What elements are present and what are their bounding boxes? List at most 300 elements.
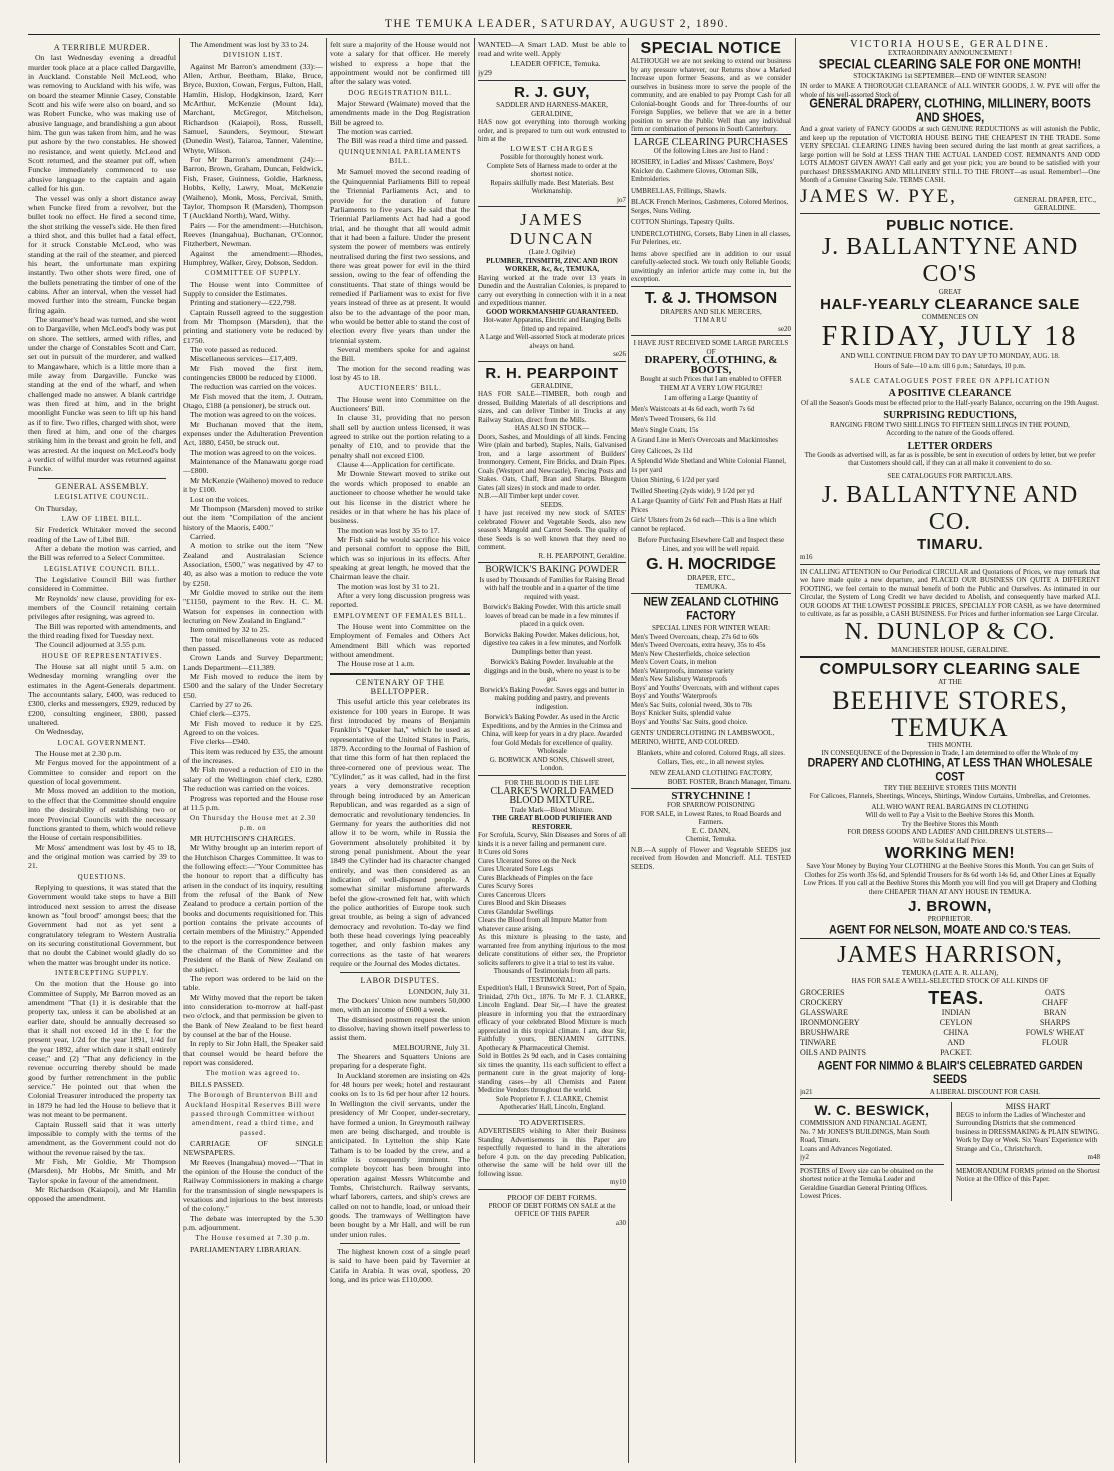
column-divider [628, 38, 629, 1463]
ad-text: Having worked at the trade over 13 years in Dunedin and the Australian Colonies, is prepared to carry out everything in connection with it in a neat and expeditious manner. [478, 273, 626, 308]
article-paragraph: Mr Goldie moved to strike out the item "£1150, payment to the Rev. H. C. M. Watson for expenses in connection with lecturing on New Zealand in England." [183, 587, 323, 625]
ad-text: TEMUKA (LATE A. R. ALLAN), [901, 968, 999, 977]
ad-wanted [478, 40, 626, 80]
article-paragraph: MR HUTCHISON'S CHARGES. [190, 833, 296, 843]
ad-text: IN order to MAKE A THOROUGH CLEARANCE of ALL WINTER GOODS, J. W. PYE will offer the whole of his well-assorted Stock of [800, 82, 1100, 99]
article-paragraph: The House rose at 1 a.m. [337, 659, 415, 669]
list-item: Cures Ulcerated Sore Legs [478, 865, 554, 874]
ad-text: I have just received my new stock of SATES' celebrated Flower and Vegetable Seeds, also new season's Mangold and Carrot Seeds. The quality of these Seeds is so well known that they need no comment. [478, 509, 626, 552]
ad-text: I am offering a Large Quantity of [664, 394, 758, 403]
ad-text: FOR DRESS GOODS AND LADIES' AND CHILDREN'S ULSTERS— [847, 828, 1053, 837]
article-paragraph: This useful article this year celebrates its existence for 100 years in Europe. It was first introduced by means of Benjamin Franklin's "Quaker hat," which he used as representative of the United States in Paris, 1879. According to the Journal of Fashion of that time this form of hat then replaced the three-cornered one of previous wear. The "Cylinder," as it was called, had in the first years a very demonstrative reception through being introduced by an American Republican, and was regarded as a sign of democratic and revolutionary tendencies. In Germany for years the authorities did not allow it to be worn, while in Russia the Government absolutely prohibited it by strong penal punishment. About the year 1849 the Cylinder had its character changed entirely, and was then considered as an indication of well-disposed people. A somewhat similar misfortune afterwards befel the glow-crowned felt hat, with which the police authorities of Europe took such great trouble, as being a sign of advanced democracy and revolution. To-day we find both these head coverings lying peaceably together, and only fashion makes any corrections as the taste of hat wearers require or the Journal des Modes dictates. [330, 697, 470, 968]
list-item: Boys' Knicker Suits, splendid value [631, 709, 731, 718]
ad-text: LETTER ORDERS [907, 440, 993, 452]
list-item: Men's New Salisbury Waterproofs [631, 675, 728, 684]
ad-clearing-purchases [631, 134, 791, 286]
ad-proof-of-debt [478, 1189, 626, 1230]
list-item: OILS AND PAINTS [800, 1047, 866, 1057]
article-paragraph: The House sat all night until 5 a.m. on Wednesday morning wrangling over the estimates in the Agent-Generals department. The accountants salary, £400, was reduced to £300, clerks and messengers, £929, reduced by £200, consulting engineer, £800, passed unaltered. [28, 662, 176, 728]
ad-special-notice [631, 40, 791, 134]
ad-text: AGENT FOR NIMMO & BLAIR'S CELEBRATED GARDEN SEEDS [817, 1060, 1083, 1087]
ad-text: IN CONSEQUENCE of the Depression in Trade, I am determined to offer the Whole of my [821, 749, 1079, 758]
ad-text: TIMARU. [917, 536, 983, 554]
ad-mocridge [631, 335, 791, 593]
column-divider [326, 38, 327, 1463]
article-paragraph: The steamer's head was turned, and she went on to Dargaville, when McLeod's body was put on shore. The settlers, armed with rifles, and under the charge of Constables Scott and Carr, set out in pursuit of the murderer, and walked to Mangawhare, which is a little more than a mile away from Dargaville. Funcke was standing at the end of the wharf, and when challenged made no answer. A blank cartridge was then fired at him, and in the bright moonlight Funcke was seen to lift up his hand as if to fire. Two rifles, charged with shot, were then fired at him, and one of the charges striking him in the breast and groin he fell, and was arrested. At the inquest on McLeod's body a verdict of wilful murder was returned against Funcke. [28, 314, 176, 474]
article-paragraph: Chief clerk—£375. [190, 709, 251, 719]
article-paragraph: The House met at 2.30 p.m. [35, 749, 122, 759]
article-paragraph: Mr Withy brought up an interim report of the Hutchison Charges Committee. It was to the following effect:—"Your Committee has the honour to report that a difficulty has arisen in the conduct of its inquiry, resulting from the refusal of the Bank of New Zealand to produce a certain portion of the books and documents requisitioned for. This portion contains the private accounts of certain members of the Ministry." Appended to the report is the correspondence between the chairman of the Committee and the President of the Bank of New Zealand on the subject. [183, 843, 323, 974]
ad-text: PROOF OF DEBT FORMS ON SALE at the OFFICE OF THIS PAPER [488, 1201, 616, 1219]
ad-text: N.B.—All Timber kept under cover. [478, 492, 580, 501]
list-item: FLOUR [1041, 1037, 1069, 1047]
ad-text: Of the following Lines are Just to Hand : [653, 146, 769, 155]
list-item: Clears the Blood from all Impure Matter from whatever cause arising. [478, 916, 607, 933]
ad-nz-clothing-factory [631, 593, 791, 788]
ad-text: Hours of Sale—10 a.m. till 6 p.m.; Saturdays, 10 p.m. [874, 362, 1026, 371]
ad-text: And a great variety of FANCY GOODS at such GENUINE REDUCTIONS as will astonish the Public, and keep up the reputation of VICTORIA HOUSE BEING THE CHEAPEST IN THE TRADE. Some VERY SPECIAL CLEARING LINES having been secured during the last month at great sacrifices, a large portion will be Sold at LESS THAN THE ACTUAL LANDED COST. REMNANTS AND ODD LOTS ALMOST GIVEN AWAY! Call early and get your pick; you are bound to be satisfied with your purchases! DRESSMAKING AND MILLINERY STILL TO THE FRONT—as usual. Remember!—One Month of a Genuine Clearing Sale. TERMS CASH. [800, 125, 1100, 185]
article-paragraph: In reply to Sir John Hall, the Speaker said that counsel would be heard before the report was considered. [183, 1039, 323, 1068]
list-item: A Grand Line in Men's Overcoats and Mackintoshes [631, 436, 778, 445]
mocridge-list [631, 405, 791, 534]
article-paragraph: Mr Fish moved that the item, J. Outram, Otago, £188 (a pensioner), be struck out. [183, 391, 323, 411]
ad-borwick [478, 562, 626, 774]
list-item: Men's Waistcoats at 4s 6d each, worth 7s 6d [631, 404, 755, 413]
ad-name: J. BALLANTYNE AND CO. [821, 482, 1079, 536]
article-paragraph: Captain Russell said that it was utterly impossible to comply with the terms of the amendment, as the Government could not do without the revenue raised by the tax. [28, 1119, 176, 1157]
list-item: COTTON Shirtings, Tapestry Quilts. [631, 218, 735, 227]
subhead-house: HOUSE OF REPRESENTATIVES. [41, 651, 163, 660]
list-item: Girls' Ulsters from 2s 6d each—This is a line which cannot be replaced. [631, 516, 777, 533]
list-item: GROCERIES [800, 987, 845, 997]
ad-name: LARGE CLEARING PURCHASES [633, 136, 788, 148]
list-item: Men's Covert Coats, in melton [631, 658, 717, 667]
ad-text: ALTHOUGH we are not seeking to extend our business by any pressure whatever, our Returns show a Marked Increase upon former Seasons, and as we consider ourselves in business more to serve the people of the community, and are enabled to pay Prompt Cash for all Colonial-bought Goods and for Three-fourths of our Foreign Supplies, we believe that we are in a better position to serve the Public Well than any individual firm or combination of persons in South Canterbury. [631, 57, 791, 133]
ad-name: J. BROWN, [908, 898, 992, 916]
dateline: LONDON, July 31. [408, 986, 470, 996]
subhead-council: LEGISLATIVE COUNCIL. [54, 493, 150, 502]
column-divider [179, 38, 180, 1463]
ad-text: Try the Beehive Stores this Month [901, 819, 999, 828]
ad-dunlop [800, 564, 1100, 657]
column-divider [795, 38, 796, 1463]
ad-text: AGENT FOR NELSON, MOATE AND CO.'S TEAS. [829, 922, 1071, 937]
article-paragraph: Mr McKenzie (Waiheno) moved to reduce it by £100. [183, 475, 323, 495]
list-item: Cures Ulcerated Sores on the Neck [478, 856, 577, 865]
list-item: Men's New Chesterfields, choice selection [631, 649, 750, 658]
ad-text: TRY THE BEEHIVE STORES THIS MONTH [883, 783, 1017, 792]
ad-beswick [800, 1102, 944, 1201]
ad-text: A LIBERAL DISCOUNT FOR CASH. [929, 1087, 1040, 1096]
article-paragraph: Mr Richardson (Kaiapoi), and Mr Hamlin opposed the amendment. [28, 1184, 176, 1204]
list-item: GLASSWARE [800, 1007, 849, 1017]
list-item: Boys' and Youths' Overcoats, with and without capes [631, 683, 780, 692]
ad-text: Bought at such Prices that I am enabled to OFFER THEM AT A VERY LOW FIGURE! [640, 375, 782, 392]
subhead: INTERCEPTING SUPPLY. [54, 969, 150, 977]
ad-text: LEADER OFFICE, Temuka. [510, 58, 601, 68]
ad-text: COMMENCES ON [921, 313, 979, 322]
subhead: The Borough of Bruntervon Bill and Auckland Hospital Reserves Bill were passed through Committee without amendment, read a third time, and passed. [184, 1091, 322, 1137]
subhead: The motion was agreed to. [205, 1069, 301, 1078]
ad-text: Borwick's Baking Powder. As used in the Arctic Expeditions, and by the Armies in the Crimea and China, will keep for years in a dry place. Awarded four Gold Medals for excellence of quality. [481, 713, 623, 747]
list-item: Cures Scurvy Sores [478, 882, 534, 891]
ad-code: jn21 [800, 1087, 813, 1096]
subhead: DIVISION LIST. [222, 51, 284, 60]
article-paragraph: The Dockers' Union now numbers 50,000 men, with an income of £600 a week. [330, 996, 470, 1015]
divider [38, 478, 166, 479]
ad-text: STOCKTAKING 1st SEPTEMBER—END OF WINTER SEASON! [853, 71, 1047, 80]
article-paragraph: Major Steward (Waimate) moved that the amendments made in the Dog Registration Bill be agreed to. [330, 99, 470, 127]
ad-text: EXTRAORDINARY ANNOUNCEMENT ! [887, 49, 1013, 58]
column-2 [183, 40, 323, 1460]
article-paragraph: Mr Moss' amendment was lost by 45 to 18, and the original motion was carried by 39 to 21. [28, 842, 176, 871]
ad-name: R. J. GUY, [514, 84, 590, 102]
subhead: On Thursday the House met at 2.30 p.m. on [189, 814, 316, 832]
ad-text: The Goods as advertised will, as far as is possible, be sent in execution of orders by letter, but we prefer that Customers should call, if they can at all make it convenient to do so. [804, 450, 1096, 468]
list-item: CROCKERY [800, 997, 844, 1007]
column-4 [478, 40, 626, 1460]
article-paragraph: Mr Fish moved a reduction of £10 in the salary of the Wellington chief clerk, £280. The reduction was carried on the voices. [183, 765, 323, 794]
ad-text: Of all the Season's Goods must be effected prior to the Half-yearly Balance, occurring on the 19th August. [801, 398, 1099, 407]
ad-text: POSTERS of Every size can be obtained on the shortest notice at the Temuka Leader and Geraldine Guardian General Printing Offices. Lowest Prices. [800, 1164, 944, 1201]
article-paragraph: felt sure a majority of the House would not vote a salary for that officer. He merely wished to express a hope that the appointment would not be confirmed till after the salary was voted. [330, 40, 470, 87]
ad-name: JAMES DUNCAN [509, 210, 595, 249]
article-paragraph: Mr Fish, Mr Goldie, Mr Thompson (Marsden), Mr Hobbs, Mr Smith, and Mr Taylor spoke in favour of the amendment. [28, 1156, 176, 1185]
ad-code: a30 [615, 1218, 626, 1227]
ad-text: Before Purchasing Elsewhere Call and Inspect these Lines, and you will be well repaid. [637, 536, 785, 553]
ad-text: SPECIAL LINES FOR WINTER WEAR: [651, 624, 771, 633]
ad-hart [951, 1102, 1100, 1201]
subhead: EMPLOYMENT OF FEMALES BILL. [333, 611, 467, 620]
ad-code: se20 [778, 324, 791, 333]
ad-code: jy2 [800, 1153, 809, 1162]
list-item: SHARPS [1039, 1017, 1071, 1027]
ad-text: TEMUKA. [695, 582, 727, 591]
ad-text: NEW ZEALAND CLOTHING FACTORY, [649, 769, 773, 778]
ad-text: G. BORWICK AND SONS, Chiswell street, London. [489, 755, 615, 773]
ad-text: GENTS' UNDERCLOTHING IN LAMBSWOOL, MERINO, WHITE, AND COLORED. [631, 729, 775, 746]
list-item: Boys' and Youths' Sac Suits, good choice. [631, 717, 748, 726]
ad-code: jo7 [617, 195, 626, 204]
column-6 [800, 40, 1100, 1460]
article-paragraph: The highest known cost of a single pearl is said to have been paid by Tavernier at Catifa in Arabia. It was oval, spotless, 20 long, and its price was £110,000. [330, 1246, 470, 1284]
ad-text: SEE CATALOGUES FOR PARTICULARS. [887, 471, 1013, 480]
ad-text: FOR SALE, in Lowest Rates, to Road Boards and Farmers. [640, 809, 782, 827]
article-paragraph: Mr Fergus moved for the appointment of a Committee to consider and report on the question of local government. [28, 758, 176, 787]
list-item: IRONMONGERY [800, 1017, 860, 1027]
article-paragraph: The dismissed postmen request the union to dissolve, having shown itself powerless to assist them. [330, 1014, 470, 1043]
list-item: PACKET. [940, 1047, 972, 1057]
harrison-list-left [800, 988, 902, 1058]
ad-text: BOBT. FOSTER, Branch Manager, Timaru. [667, 777, 791, 786]
ad-strychnine [631, 788, 791, 873]
article-paragraph: Mr Reeves (Inangahua) moved—"That in the opinion of the House the conduct of the Railway Commissioners in making a charge for the transmission of single newspapers is vexatious and injurious to the best interests of the colony." [183, 1157, 323, 1214]
ad-text: LOWEST CHARGES [510, 143, 594, 153]
ad-text: R. H. PEARPOINT, Geraldine. [538, 551, 626, 560]
ad-text: GENERAL DRAPER, ETC., GERALDINE. [1014, 195, 1096, 213]
subhead: DOG REGISTRATION BILL. [348, 88, 452, 97]
list-item: Twilled Sheeting (2yds wide), 9 1/2d per yd [631, 486, 755, 495]
harrison-list-teas [911, 988, 1001, 1058]
ad-text: N.B.—A supply of Flower and Vegetable SEEDS just received from Howden and Moncrieff. ALL TESTED SEEDS. [631, 845, 791, 871]
ad-text: According to the nature of the Goods offered. [886, 429, 1014, 438]
ad-text: DRAPERS AND SILK MERCERS, [660, 307, 762, 316]
ad-text: Complete Sets of Harness made to order at the shortest notice. [486, 161, 618, 179]
article-paragraph: The Amendment was lost by 33 to 24. [190, 40, 309, 49]
nzcf-list [631, 633, 791, 727]
ad-name: J. BALLANTYNE AND CO'S [821, 233, 1079, 287]
ad-name: VICTORIA HOUSE, GERALDINE. [850, 40, 1050, 50]
article-paragraph: Printing and stationery—£22,798. [190, 298, 297, 308]
ad-text: E. C. DANN, [692, 826, 730, 835]
list-item: CHAFF [1042, 997, 1068, 1007]
list-item: Cures Cancerous Ulcers [478, 890, 546, 899]
article-paragraph: Mr Fish said he would sacrifice his voice and personal comfort to oppose the Bill, which was so injurious in its effects. After speaking at great length, he moved that the Chairman leave the chair. [330, 534, 470, 582]
article-paragraph: The Bill was read a third time and passed. [337, 136, 468, 146]
ad-text: Borwick's Baking Powder. With this article small loaves of bread can be made in a few minutes if placed in a quick oven. [483, 603, 621, 629]
ad-text: Doors, Sashes, and Mouldings of all kinds. Fencing Wire (plain and barbed), Staples, Nails, Galvanised Iron, and a large assortment of Builders' Ironmongery. Cement, Fire Bricks, and Drain Pipes. Coals (Westport and Newcastle), Fencing Posts and Stakes. Oats, Chaff, Bran and Sharps. Bluegum Gates (all sizes) in stock and made to order. [478, 432, 626, 492]
article-paragraph: The House went into Committee on the Employment of Females and Others Act Amendment Bill which was reported without amendment. [330, 621, 470, 659]
ad-name: DRAPERY, CLOTHING, & BOOTS, [644, 354, 778, 376]
column-1 [28, 40, 176, 1460]
subhead: AUCTIONEERS' BILL. [358, 384, 442, 393]
article-paragraph: On the motion that the House go into Committee of Supply, Mr Barron moved as an amendment "That (1) it is desirable that the property tax, unless it can be abolished at an earlier date, should be annually decreased so that it shall not exceed 1d in the £ for the present year, 1/2d for the year 1891, 1/4d for the year 1892, after which date it shall entirely cease;" and (2) "That any deficiency in the revenue occurring thereby should be made good by further retrenchment in the public service." He pointed out that when the Colonial Treasurer introduced the property tax in 1879 he had led the House to believe that it was not meant to be permanent. [28, 979, 176, 1120]
article-paragraph: The Legislative Council Bill was further considered in Committee. [28, 574, 176, 594]
subhead: LEGISLATIVE COUNCIL BILL. [44, 564, 160, 573]
ad-title: PUBLIC NOTICE. [886, 216, 1014, 234]
article-paragraph: On Wednesday, [35, 727, 84, 737]
article-paragraph: BILLS PASSED. [190, 1079, 244, 1089]
article-paragraph: The House went into Committee on the Auctioneers' Bill. [330, 394, 470, 414]
subhead: The House resumed at 7.30 p.m. [195, 1234, 311, 1243]
ad-code: se26 [613, 350, 626, 359]
article-paragraph: After a very long discussion progress was reported. [330, 590, 470, 610]
ad-text: TIMARU [694, 316, 728, 325]
ad-guy [478, 80, 626, 206]
article-paragraph: Crown Lands and Survey Department; Lands Department—£11,389. [183, 653, 323, 672]
article-paragraph: On Thursday, [35, 503, 78, 513]
subhead: QUINQUENNIAL PARLIAMENTS BILL. [338, 147, 462, 166]
ad-text: A Large and Well-assorted Stock at moderate prices always on hand. [479, 333, 625, 350]
article-paragraph: On last Wednesday evening a dreadful murder took place at a place called Dargaville, in Auckland. Constable Neil McLeod, who was removing to Auckland with his wife, was on board the steamer Minnie Casey, Constable Scott and his wife were also on board, and so was Robert Funcke, who was making use of abusive language, and brandishing a gun about him. The gun was taken from him, and he was put ashore by the two constables. He showed no resistance, and went quietly. McLeod and Scott returned, and the steamer put off, when Funcke immediately commenced to use abusive language to the captain and again called for his gun. [28, 53, 176, 194]
ad-text: Hot-water Apparatus, Electric and Hanging Bells fitted up and repaired. [483, 316, 621, 333]
divider [340, 1243, 460, 1244]
ad-text: ADVERTISERS wishing to Alter their Business Standing Advertisements in this Paper are respectfully requested to hand in the alterations before 4 p.m. on the day preceding Publication, otherwise the same will be held over till the following issue. [478, 1127, 626, 1178]
ad-title: COMPULSORY CLEARING SALE [819, 661, 1081, 679]
ad-text: TESTIMONIAL: [527, 975, 577, 984]
article-paragraph: The reduction was carried on the voices. [190, 382, 317, 392]
headline-murder: A TERRIBLE MURDER. [53, 43, 151, 52]
ad-text: SEEDS. [540, 500, 564, 509]
ad-text: COMMISSION AND FINANCIAL AGENT, [800, 1119, 927, 1128]
ad-text: Expedition's Hall, 1 Brunswick Street, Port of Spain, Trinidad, 27th Oct., 1876. To Mr F. J. CLARKE, Lincoln England. Dear Sir,—I have the greatest pleasure in informing you that the extraordinary efficacy of your celebrated Blood Mixture is much appreciated in this tropical climate. I am, dear Sir, Faithfully yours, BENJAMIN GITTINS. Apothecary & Pharmaceutical Chemist. [478, 984, 626, 1052]
list-item: CHINA [943, 1027, 969, 1037]
list-item: INDIAN [941, 1007, 971, 1017]
article-paragraph: Mr Reynolds' new clause, providing for ex-members of the Council retaining certain privileges after resigning, was agreed to. [28, 593, 176, 622]
article-paragraph: Carried. [190, 531, 216, 541]
list-item: Men's Sac Suits, colonial tweed, 30s to 70s [631, 700, 752, 709]
list-item: BRAN [1043, 1007, 1067, 1017]
ad-text: Sold in Bottles 2s 9d each, and in Cases containing six times the quantity, 11s each sufficient to effect a permanent cure in the great majority of long-standing cases—by all Chemists and Patent Medicine Vendors throughout the world. [478, 1052, 626, 1095]
ad-text: PROPRIETOR. [927, 915, 973, 924]
list-item: Men's Tweed Overcoats, cheap, 27s 6d to 60s [631, 632, 759, 641]
ad-text: Borwicks Baking Powder. Makes delicious, hot, digestive tea cakes in a few minutes, and Norfolk Dumplings better than yeast. [482, 630, 622, 656]
ad-text: Borwick's Baking Powder. Invaluable at the diggings and in the bush, where no yeast is to be got. [484, 658, 620, 684]
list-item: Men's Single Coats, 15s [631, 425, 699, 434]
ad-advertisers [478, 1114, 626, 1189]
article-paragraph: Progress was reported and the House rose at 11.5 p.m. [183, 793, 323, 812]
ad-name: R. H. PEARPOINT [485, 364, 619, 382]
ad-beehive [800, 656, 1100, 938]
ad-text: WANTED—A Smart LAD. Must be able to read and write well. Apply [478, 40, 626, 59]
ad-text: GREAT [938, 287, 962, 296]
ad-text: THIS MONTH. [927, 740, 973, 749]
article-paragraph: The vessel was only a short distance away when Funcke fired from a revolver, but the bullet took no effect. He fired a second time, the shot striking the vessel's side. He then fired a third shot, and this bullet had a fatal effect, for it struck Constable McLeod, who was standing at the rail of the steamer, and pierced his heart, the unfortunate man expiring instantly. Two other shots were fired, one of the bullets penetrating the timber of one of the cabins. After an interval, when the vessel had moved further into the stream, Funcke began firing again. [28, 193, 176, 315]
cures-list [478, 848, 626, 933]
article-paragraph: The motion was lost by 31 to 21. [337, 581, 440, 591]
ad-text: THE GREAT BLOOD PURIFIER AND RESTORER. [492, 814, 612, 831]
ad-name: NEW ZEALAND CLOTHING FACTORY [643, 595, 779, 623]
ad-text: HAS ALSO IN STOCK— [514, 424, 590, 433]
list-item: CEYLON [939, 1017, 973, 1027]
article-paragraph: Item omitted by 32 to 25. [190, 625, 270, 635]
list-item: Cures Glandular Swellings [478, 907, 554, 916]
article-paragraph: This item was reduced by £35, the amount of the increases. [183, 746, 323, 766]
ad-text: MEMORANDUM FORMS printed on the Shortest Notice at the Office of this Paper. [956, 1164, 1100, 1184]
list-item: Boys' and Youths' Waterproofs [631, 692, 717, 701]
dateline: MELBOURNE, July 31. [392, 1042, 470, 1052]
article-paragraph: After a debate the motion was carried, and the Bill was referred to a Select Committee. [28, 543, 176, 563]
ad-text: HAS FOR SALE A WELL-SELECTED STOCK OF ALL KINDS OF [851, 977, 1049, 986]
article-paragraph: Mr Thompson (Marsden) moved to strike out the item "Compilation of the ancient history of the Maoris, £400." [183, 503, 323, 532]
list-item: Cures Blackheads of Pimples on the face [478, 873, 593, 882]
ad-text: GERALDINE, [531, 381, 573, 390]
ad-name: TO ADVERTISERS. [518, 1117, 586, 1127]
ad-text: Sole Proprietor F. J. CLARKE, Chemist Apothecaries' Hall, Lincoln, England. [495, 1094, 609, 1112]
list-item: A Splendid Wide Shetland and White Colonial Flannel, 1s per yard [631, 457, 786, 474]
article-paragraph: Replying to questions, it was stated that the Government would take steps to have a Bill introduced next session to arrest the disease known as "foul brood" amongst bees; that the Government had not as yet sent a congratulatory telegram to Western Australia on its securing constitutional Government, but that no doubt the Cabinet would gladly do so when the matter was brought under its notice. [28, 882, 176, 967]
ad-text: Will do well to Pay a Visit to the Beehive Stores this Month. [865, 811, 1035, 820]
article-paragraph: The motion for the second reading was lost by 45 to 18. [330, 363, 470, 383]
ad-text: Thousands of Testimonials from all parts. [493, 967, 611, 976]
ad-trade: PLUMBER, TINSMITH, ZINC AND IRON WORKER, &c, &c, TEMUKA, [486, 256, 618, 274]
ad-text: AT THE [938, 678, 962, 687]
article-paragraph: Five clerks—£940. [190, 737, 250, 747]
article-paragraph: The debate was interrupted by the 5.30 p.m. adjournment. [183, 1213, 323, 1232]
ad-text: Wholesale [537, 747, 567, 756]
article-paragraph: Sir Frederick Whitaker moved the second reading of the Law of Libel Bill. [28, 525, 176, 544]
list-item: It Cures old Sores [478, 848, 529, 857]
article-paragraph: Mr Fish moved to reduce the item by £500 and the salary of the Under Secretary £50. [183, 672, 323, 700]
list-item: Union Shirting, 6 1/2d per yard [631, 476, 719, 485]
ad-name: MISS HART [1005, 1101, 1051, 1112]
article-paragraph: The motion was lost by 35 to 17. [337, 525, 440, 535]
ad-title: SPECIAL CLEARING SALE FOR ONE MONTH! [818, 55, 1082, 72]
ad-text: MANCHESTER HOUSE, GERALDINE. [891, 645, 1009, 654]
article-paragraph: Several members spoke for and against the Bill. [330, 345, 470, 364]
ad-text: IN CALLING ATTENTION to Our Periodical CIRCULAR and Quotations of Prices, we may remark that we have made quite a new departure, and PLACED OUR BUSINESS ON QUITE A DIFFERENT FOOTING, we feel certain to the mutual benefit of both the Public and Ourselves. As intimated in our Circular, the System of Long Credit we have decided to Abolish, and consequently have marked ALL OUR GOODS AT THE LOWEST POSSIBLE PRICES, SPECIALLY FOR CASH, as we have determined to cultivate, as far as possible, a CASH BUSINESS. For Prices and further information see Large Circular. [800, 567, 1100, 619]
ad-code: my10 [610, 1178, 626, 1187]
ad-name: T. & J. THOMSON [644, 289, 778, 307]
subhead: LOCAL GOVERNMENT. [57, 738, 147, 747]
ad-code: m16 [800, 553, 813, 562]
ad-row-bottom [800, 1098, 1100, 1203]
list-item: BRUSHWARE [800, 1027, 850, 1037]
list-item: TINWARE [800, 1037, 836, 1047]
ad-text: Is used by Thousands of Families for Raising Bread with half the trouble and in a quarter of the time required with yeast. [479, 575, 625, 601]
ad-text: RANGING FROM TWO SHILLINGS TO FIFTEEN SHILLINGS IN THE POUND, [830, 420, 1070, 429]
article-paragraph: The motion was agreed to on the voices. [190, 447, 317, 457]
article-paragraph: In clause 31, providing that no person shall sell by auction unless licensed, it was agreed to strike out the portion relating to a penalty of £10, and to provide that the penalty shall not exceed £100. [330, 413, 470, 460]
ad-pearpoint [478, 361, 626, 563]
ad-title: WORKING MEN! [884, 845, 1016, 863]
subhead: LAW OF LIBEL BILL. [61, 514, 143, 523]
article-paragraph: Clause 4—Application for certificate. [337, 460, 455, 470]
ad-text: GENERAL DRAPERY, CLOTHING, MILLINERY, BOOTS AND SHOES, [809, 97, 1091, 126]
subhead: QUESTIONS. [77, 872, 127, 881]
ad-name: W. C. BESWICK, [814, 1102, 930, 1119]
list-item: OATS [1044, 987, 1065, 997]
list-item: Cures Blood and Skin Diseases [478, 899, 566, 908]
ad-name: JAMES W. PYE, [800, 185, 957, 207]
subhead: COMMITTEE OF SUPPLY. [204, 269, 302, 278]
list-item: Men's Tweed Trousers, 6s 11d [631, 415, 716, 424]
ad-name: SPECIAL NOTICE [640, 40, 782, 57]
ad-text: As this mixture is pleasing to the taste, and warranted free from anything injurious to the most delicate constitutions of either sex, the Proprietor solicits sufferers to give it a trial to test its value. [478, 933, 626, 967]
headline-labor: LABOR DISPUTES. [360, 976, 440, 986]
ad-name: BEEHIVE STORES, TEMUKA [832, 685, 1068, 742]
list-item: BLACK French Merinos, Cashmeres, Colored Merinos, Serges, Nuns Veiling. [631, 198, 789, 215]
ad-name: G. H. MOCRIDGE [646, 556, 776, 574]
article-paragraph: CARRIAGE OF SINGLE NEWSPAPERS. [183, 1138, 323, 1158]
ad-text: DRAPERY AND CLOTHING, AT LESS THAN WHOLESALE COST [807, 756, 1093, 784]
ad-date: FRIDAY, JULY 18 [821, 320, 1079, 352]
ad-code: m48 [1087, 1153, 1100, 1162]
ad-text: DRAPER, ETC., [687, 574, 735, 583]
ad-text: HAS now got everything into thorough working order, and is prepared to turn out work entrusted to him at the [478, 118, 626, 144]
article-paragraph: Mr Withy moved that the report be taken into consideration to-morrow at half-past two o'clock, and that permission be given to the Bank of New Zealand to be first heard by counsel at the bar of the House. [183, 992, 323, 1040]
ad-name: BORWICK'S BAKING POWDER [485, 565, 619, 576]
ad-text: Trade Mark—Blood Mixture. [510, 805, 594, 814]
list-item: Men's Tweed Overcoats, extra heavy, 35s to 45s [631, 641, 766, 650]
article-paragraph: For Mr Barron's amendment (24):—Barron, Brown, Graham, Duncan, Feldwick, Fish, Fraser, Guinness, Goldie, Harkness, Hobbs, Kelly, Lawry, Moat, McKenzie (Waiheno), Monk, Moss, Percival, Smith, Taylor, Thompson R (Marsden), Thompson T (Auckland North), Ward, Withy. [183, 155, 323, 221]
ad-name: JAMES HARRISON, [837, 941, 1063, 968]
ad-text: HAS FOR SALE—TIMBER, both rough and dressed, Building Materials of all descriptions and sizes, and can deliver Timber in Trucks at any Railway Station, direct from the Mills. [478, 390, 626, 424]
article-paragraph: The House went into Committee of Supply to consider the Estimates. [183, 279, 323, 298]
ad-text: Save Your Money by Buying Your CLOTHING at the Beehive Stores this Month. You can get Suits of Clothes for 25s worth 35s 6d, and Splendid Trousers for 8s 6d worth 14s 6d, and Other Lines at Equally Low Prices. If you call at the Beehive Stores this Month you will find you will get Drapery and Clothing there CHEAPER THAN AT ANY HOUSE IN TEMUKA. [803, 862, 1097, 896]
article-paragraph: The total miscellaneous vote as reduced then passed. [183, 634, 323, 653]
ad-text: SALE CATALOGUES POST FREE ON APPLICATION [849, 376, 1051, 385]
article-paragraph: The motion was carried. [337, 127, 413, 137]
ad-text: FOR THE BLOOD IS THE LIFE [504, 778, 600, 787]
ad-text: ALL WHO WANT REAL BARGAINS IN CLOTHING [871, 802, 1029, 811]
teas-heading: TEAS. [928, 987, 984, 1008]
article-paragraph: Against Mr Barron's amendment (33):—Allen, Arthur, Beetham, Blake, Bruce, Bryce, Buxton, Cowan, Fergus, Fulton, Hall, Hamlin, Hislop, Hodgkinson, Izard, Kerr McArthur, McKenzie (Mount Ida), Marchant, McGregor, Mitchelson, Richardson (Kaiapoi), Ross, Russell, Samuel, Saunders, Seymour, Stewart (Dunedin West), Taiaroa, Tanner, Valentine, Whyte, Wilson. [183, 61, 323, 155]
ad-text: FOR SPARROW POISONING [667, 801, 755, 810]
article-paragraph: The Bill was reported with amendments, and the third reading fixed for Tuesday next. [28, 621, 176, 640]
article-paragraph: Mr Moss moved an addition to the motion, to the effect that the Committee should enquire into the desirability of establishing two or more Provincial Councils with the necessary functions granted to them, which would relieve the House of certain responsibilities. [28, 786, 176, 843]
divider [340, 972, 460, 973]
headline-belltopper: CENTENARY OF THE BELLTOPPER. [355, 677, 445, 697]
article-paragraph: Pairs — For the amendment:—Hutchison, Reeves (Inangahua), Buchanan, O'Connor, Fitzherbert, Newman. [183, 220, 323, 249]
ad-text: BEGS to inform the Ladies of Winchester and Surrounding Districts that she commenced business in DRESSMAKING & PLAIN SEWING. Work by Day or Week. Six Years' Experience with Strange and Co., Christchurch. [956, 1110, 1100, 1153]
ad-text: AND WILL CONTINUE FROM DAY TO DAY UP TO MONDAY, AUG. 18. [840, 351, 1060, 360]
ad-text: Blankets, white and colored. Colored Rugs, all sizes. Collars, Ties, etc., in all newest styles. [637, 749, 785, 766]
clearing-list [631, 158, 791, 247]
list-item: Men's Waterproofs, immense variety [631, 666, 734, 675]
ad-text: Borwick's Baking Powder. Saves eggs and butter in making pudding and pastry, and prevents indigestion. [479, 685, 625, 711]
ad-duncan [478, 206, 626, 361]
